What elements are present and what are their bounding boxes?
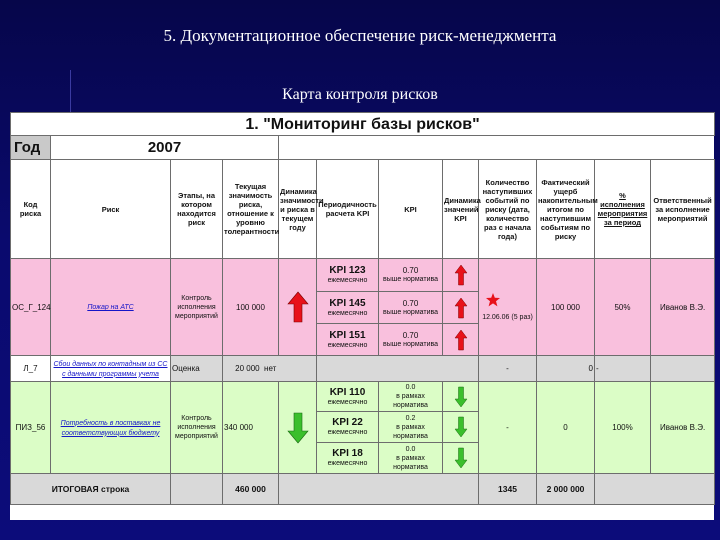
down-arrow-icon xyxy=(455,387,467,407)
total-empty-kpi xyxy=(279,474,479,505)
total-empty-end xyxy=(595,474,715,505)
kpi-dynamics xyxy=(443,292,479,324)
kpi-period: ежемесячно xyxy=(327,341,368,349)
header-percent: % исполнения мероприятия за период xyxy=(595,160,651,259)
up-arrow-icon xyxy=(455,265,467,285)
kpi-cell xyxy=(317,324,379,356)
kpi-value: 0.70 xyxy=(402,330,419,340)
star-icon xyxy=(486,293,500,307)
kpi-period: ежемесячно xyxy=(327,429,368,436)
events-text: 12.06.06 (5 раз) xyxy=(482,313,533,321)
kpi-value-cell xyxy=(379,412,443,443)
year-label: Год xyxy=(11,136,51,160)
kpi-value: 0.0 xyxy=(405,445,416,453)
header-code: Код риска xyxy=(11,160,51,259)
risk-link[interactable] xyxy=(51,356,171,382)
up-arrow-icon xyxy=(455,298,467,318)
kpi-value: 0.0 xyxy=(405,384,416,391)
kpi-cell xyxy=(317,292,379,324)
kpi-note: выше норматива xyxy=(382,340,439,348)
kpi-value-cell xyxy=(379,259,443,292)
kpi-period: ежемесячно xyxy=(327,398,368,406)
risk-percent: - xyxy=(595,356,651,382)
kpi-name: KPI 123 xyxy=(329,265,366,276)
header-risk: Риск xyxy=(51,160,171,259)
total-events: 1345 xyxy=(479,474,537,505)
kpi-cell xyxy=(317,412,379,443)
header-kpi-dynamics: Динамика значений KPI xyxy=(443,160,479,259)
risk-responsible: Иванов В.Э. xyxy=(651,259,715,356)
kpi-value-cell xyxy=(379,324,443,356)
risk-stage: Оценка xyxy=(171,356,223,382)
kpi-note: в рамках норматива xyxy=(393,454,428,471)
slide-title: 5. Документационное обеспечение риск-менеджмента xyxy=(163,26,557,45)
header-period: Периодичность расчета KPI xyxy=(317,160,379,259)
risk-code: Л_7 xyxy=(11,356,51,382)
risk-current xyxy=(223,356,317,382)
kpi-value-cell xyxy=(379,443,443,474)
kpi-cell xyxy=(317,443,379,474)
risk-stage: Контроль исполнения мероприятий xyxy=(171,259,223,356)
kpi-value-cell xyxy=(379,382,443,412)
kpi-name: KPI 145 xyxy=(329,297,366,309)
risk-monitoring-table-image xyxy=(10,112,714,520)
risk-code: ОС_Г_124 xyxy=(11,259,51,356)
current-value: 20 000 xyxy=(235,364,260,373)
kpi-note: выше норматива xyxy=(382,308,439,316)
risk-percent: 50% xyxy=(595,259,651,356)
risk-code: ПИЗ_56 xyxy=(11,382,51,474)
risk-current: 340 000 xyxy=(223,382,279,474)
risk-name[interactable]: Сбои данных по контадным из СС с данными программы учета xyxy=(53,360,168,378)
risk-link[interactable] xyxy=(51,259,171,356)
total-label: ИТОГОВАЯ строка xyxy=(11,474,171,505)
kpi-dynamics xyxy=(443,259,479,292)
kpi-name: KPI 110 xyxy=(329,386,366,398)
down-arrow-icon xyxy=(455,448,467,468)
total-damage: 2 000 000 xyxy=(537,474,595,505)
header-events: Количество наступивших событий по риску (дата, количество раз с начала года) xyxy=(479,160,537,259)
risk-events xyxy=(479,259,537,356)
header-responsible: Ответственный за исполнение мероприятий xyxy=(651,160,715,259)
kpi-dynamics xyxy=(443,324,479,356)
kpi-value-cell xyxy=(379,292,443,324)
kpi-name: KPI 18 xyxy=(332,448,363,459)
kpi-cell xyxy=(317,382,379,412)
header-stages: Этапы, на котором находится риск xyxy=(171,160,223,259)
kpi-note: в рамках норматива xyxy=(393,423,428,440)
down-arrow-icon xyxy=(455,417,467,437)
risk-stage: Контроль исполнения мероприятий xyxy=(171,382,223,474)
kpi-dynamics xyxy=(443,443,479,474)
sheet-heading: 1. "Мониторинг базы рисков" xyxy=(11,113,715,136)
risk-events: - xyxy=(479,382,537,474)
kpi-name: KPI 22 xyxy=(332,417,363,428)
slide-subtitle: Карта контроля рисков xyxy=(282,86,438,103)
header-dynamics: Динамика значимости и риска в текущем году xyxy=(279,160,317,259)
kpi-dynamics xyxy=(443,382,479,412)
kpi-period: ежемесячно xyxy=(327,277,368,284)
current-note: нет xyxy=(264,364,277,373)
kpi-cell xyxy=(317,259,379,292)
kpi-value: 0.70 xyxy=(402,266,419,275)
total-empty xyxy=(171,474,223,505)
header-current: Текущая значимость риска, отношение к уровню толерантности xyxy=(223,160,279,259)
empty-responsible xyxy=(651,356,715,382)
kpi-value: 0.70 xyxy=(402,298,419,308)
risk-damage: 100 000 xyxy=(537,259,595,356)
total-current: 460 000 xyxy=(223,474,279,505)
risk-name[interactable]: Потребность в поставках не соответствующих бюджету xyxy=(60,419,161,437)
year-value: 2007 xyxy=(51,136,279,160)
risk-name[interactable]: Пожар на АТС xyxy=(87,304,134,311)
kpi-period: ежемесячно xyxy=(327,460,368,467)
risk-dynamics xyxy=(279,382,317,474)
risk-responsible: Иванов В.Э. xyxy=(651,382,715,474)
kpi-dynamics xyxy=(443,412,479,443)
down-arrow-icon xyxy=(288,413,308,443)
risk-events: - xyxy=(479,356,537,382)
kpi-note: в рамках норматива xyxy=(393,393,428,409)
risk-current: 100 000 xyxy=(223,259,279,356)
header-kpi: KPI xyxy=(379,160,443,259)
risk-percent: 100% xyxy=(595,382,651,474)
risk-damage: 0 xyxy=(537,356,595,382)
empty-kpi xyxy=(317,356,479,382)
risk-damage: 0 xyxy=(537,382,595,474)
header-damage: Фактический ущерб накопительным итогом по наступившим событиям по риску xyxy=(537,160,595,259)
kpi-name: KPI 151 xyxy=(329,329,366,341)
kpi-note: выше норматива xyxy=(382,276,439,283)
risk-link[interactable] xyxy=(51,382,171,474)
up-arrow-icon xyxy=(455,330,467,350)
risk-dynamics xyxy=(279,259,317,356)
kpi-value: 0.2 xyxy=(405,414,416,422)
kpi-period: ежемесячно xyxy=(327,309,368,317)
risk-table xyxy=(10,112,715,505)
up-arrow-icon xyxy=(288,292,308,322)
